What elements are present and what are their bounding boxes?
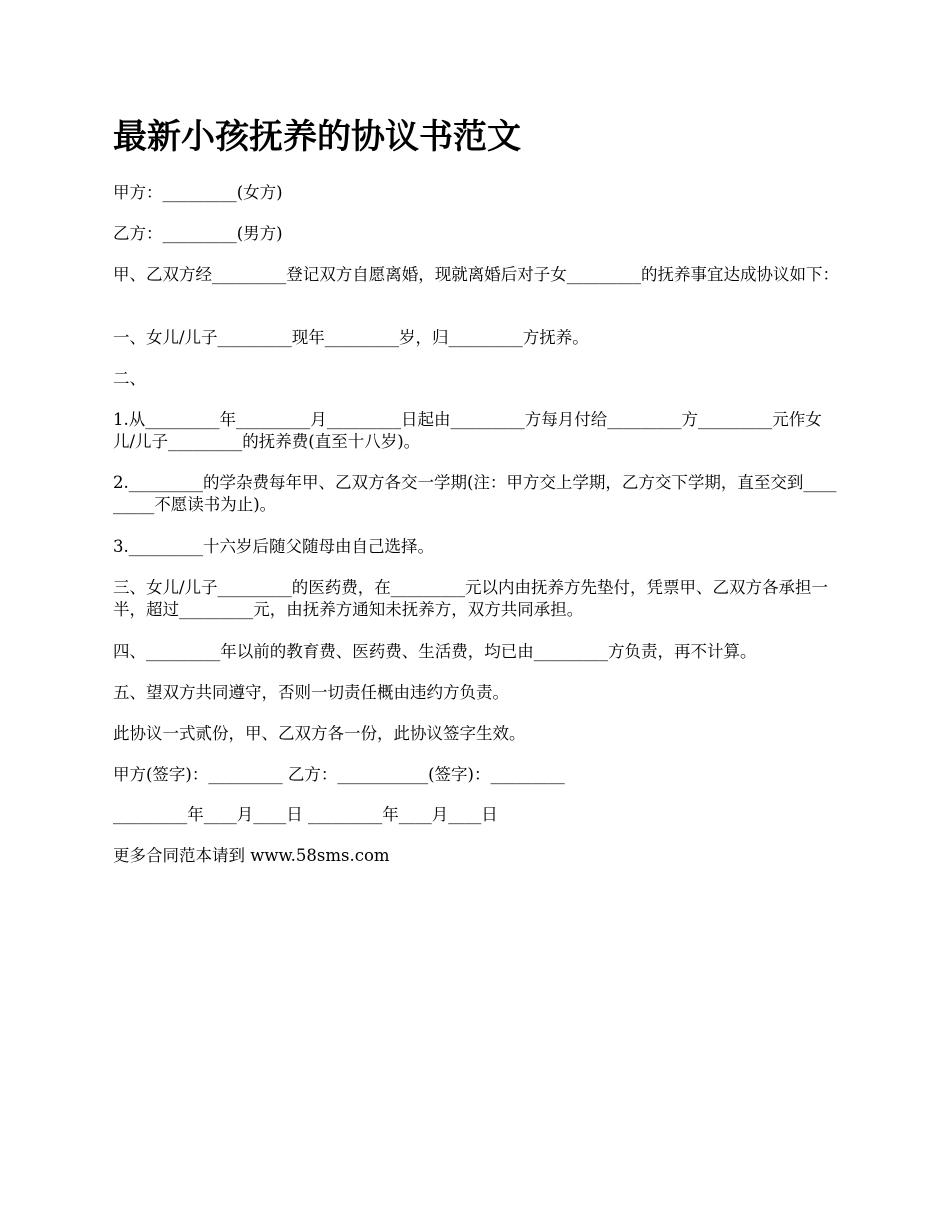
clause-two-item-2: 2._________的学杂费每年甲、乙双方各交一学期(注：甲方交上学期，乙方交下学期，直至交到_________不愿读书为止)。	[113, 473, 837, 514]
clause-three: 三、女儿/儿子_________的医药费，在_________元以内由抚养方先垫付，凭票甲、乙双方各承担一半，超过_________元，由抚养方通知未抚养方，双方共同承担。	[113, 578, 829, 619]
effect-statement: 此协议一式贰份，甲、乙双方各一份，此协议签字生效。	[113, 724, 526, 743]
clause-two-item-3: 3._________十六岁后随父随母由自己选择。	[113, 537, 434, 556]
signature-line: 甲方(签字)：_________ 乙方：___________(签字)：_________	[113, 765, 565, 784]
date-line: _________年____月____日 _________年____月____日	[113, 805, 498, 824]
document-page	[113, 112, 841, 865]
party-a-line: 甲方：_________(女方)	[113, 183, 283, 202]
document-title: 最新小孩抚养的协议书范文	[113, 117, 521, 157]
clause-five: 五、望双方共同遵守，否则一切责任概由违约方负责。	[113, 683, 509, 702]
party-b-line: 乙方：_________(男方)	[113, 224, 283, 243]
footer-link-text: 更多合同范本请到 www.58sms.com	[113, 846, 390, 865]
clause-two-item-1: 1.从_________年_________月_________日起由_________方每月付给_________方_________元作女儿/儿子_________的抚养费(直至十八岁)。	[113, 410, 822, 451]
clause-one: 一、女儿/儿子_________现年_________岁，归_________方抚养。	[113, 328, 589, 347]
clause-two-heading: 二、	[113, 369, 146, 388]
intro-paragraph: 甲、乙双方经_________登记双方自愿离婚，现就离婚后对子女_________的抚养事宜达成协议如下：	[113, 265, 839, 284]
clause-four: 四、_________年以前的教育费、医药费、生活费，均已由_________方负责，再不计算。	[113, 642, 757, 661]
